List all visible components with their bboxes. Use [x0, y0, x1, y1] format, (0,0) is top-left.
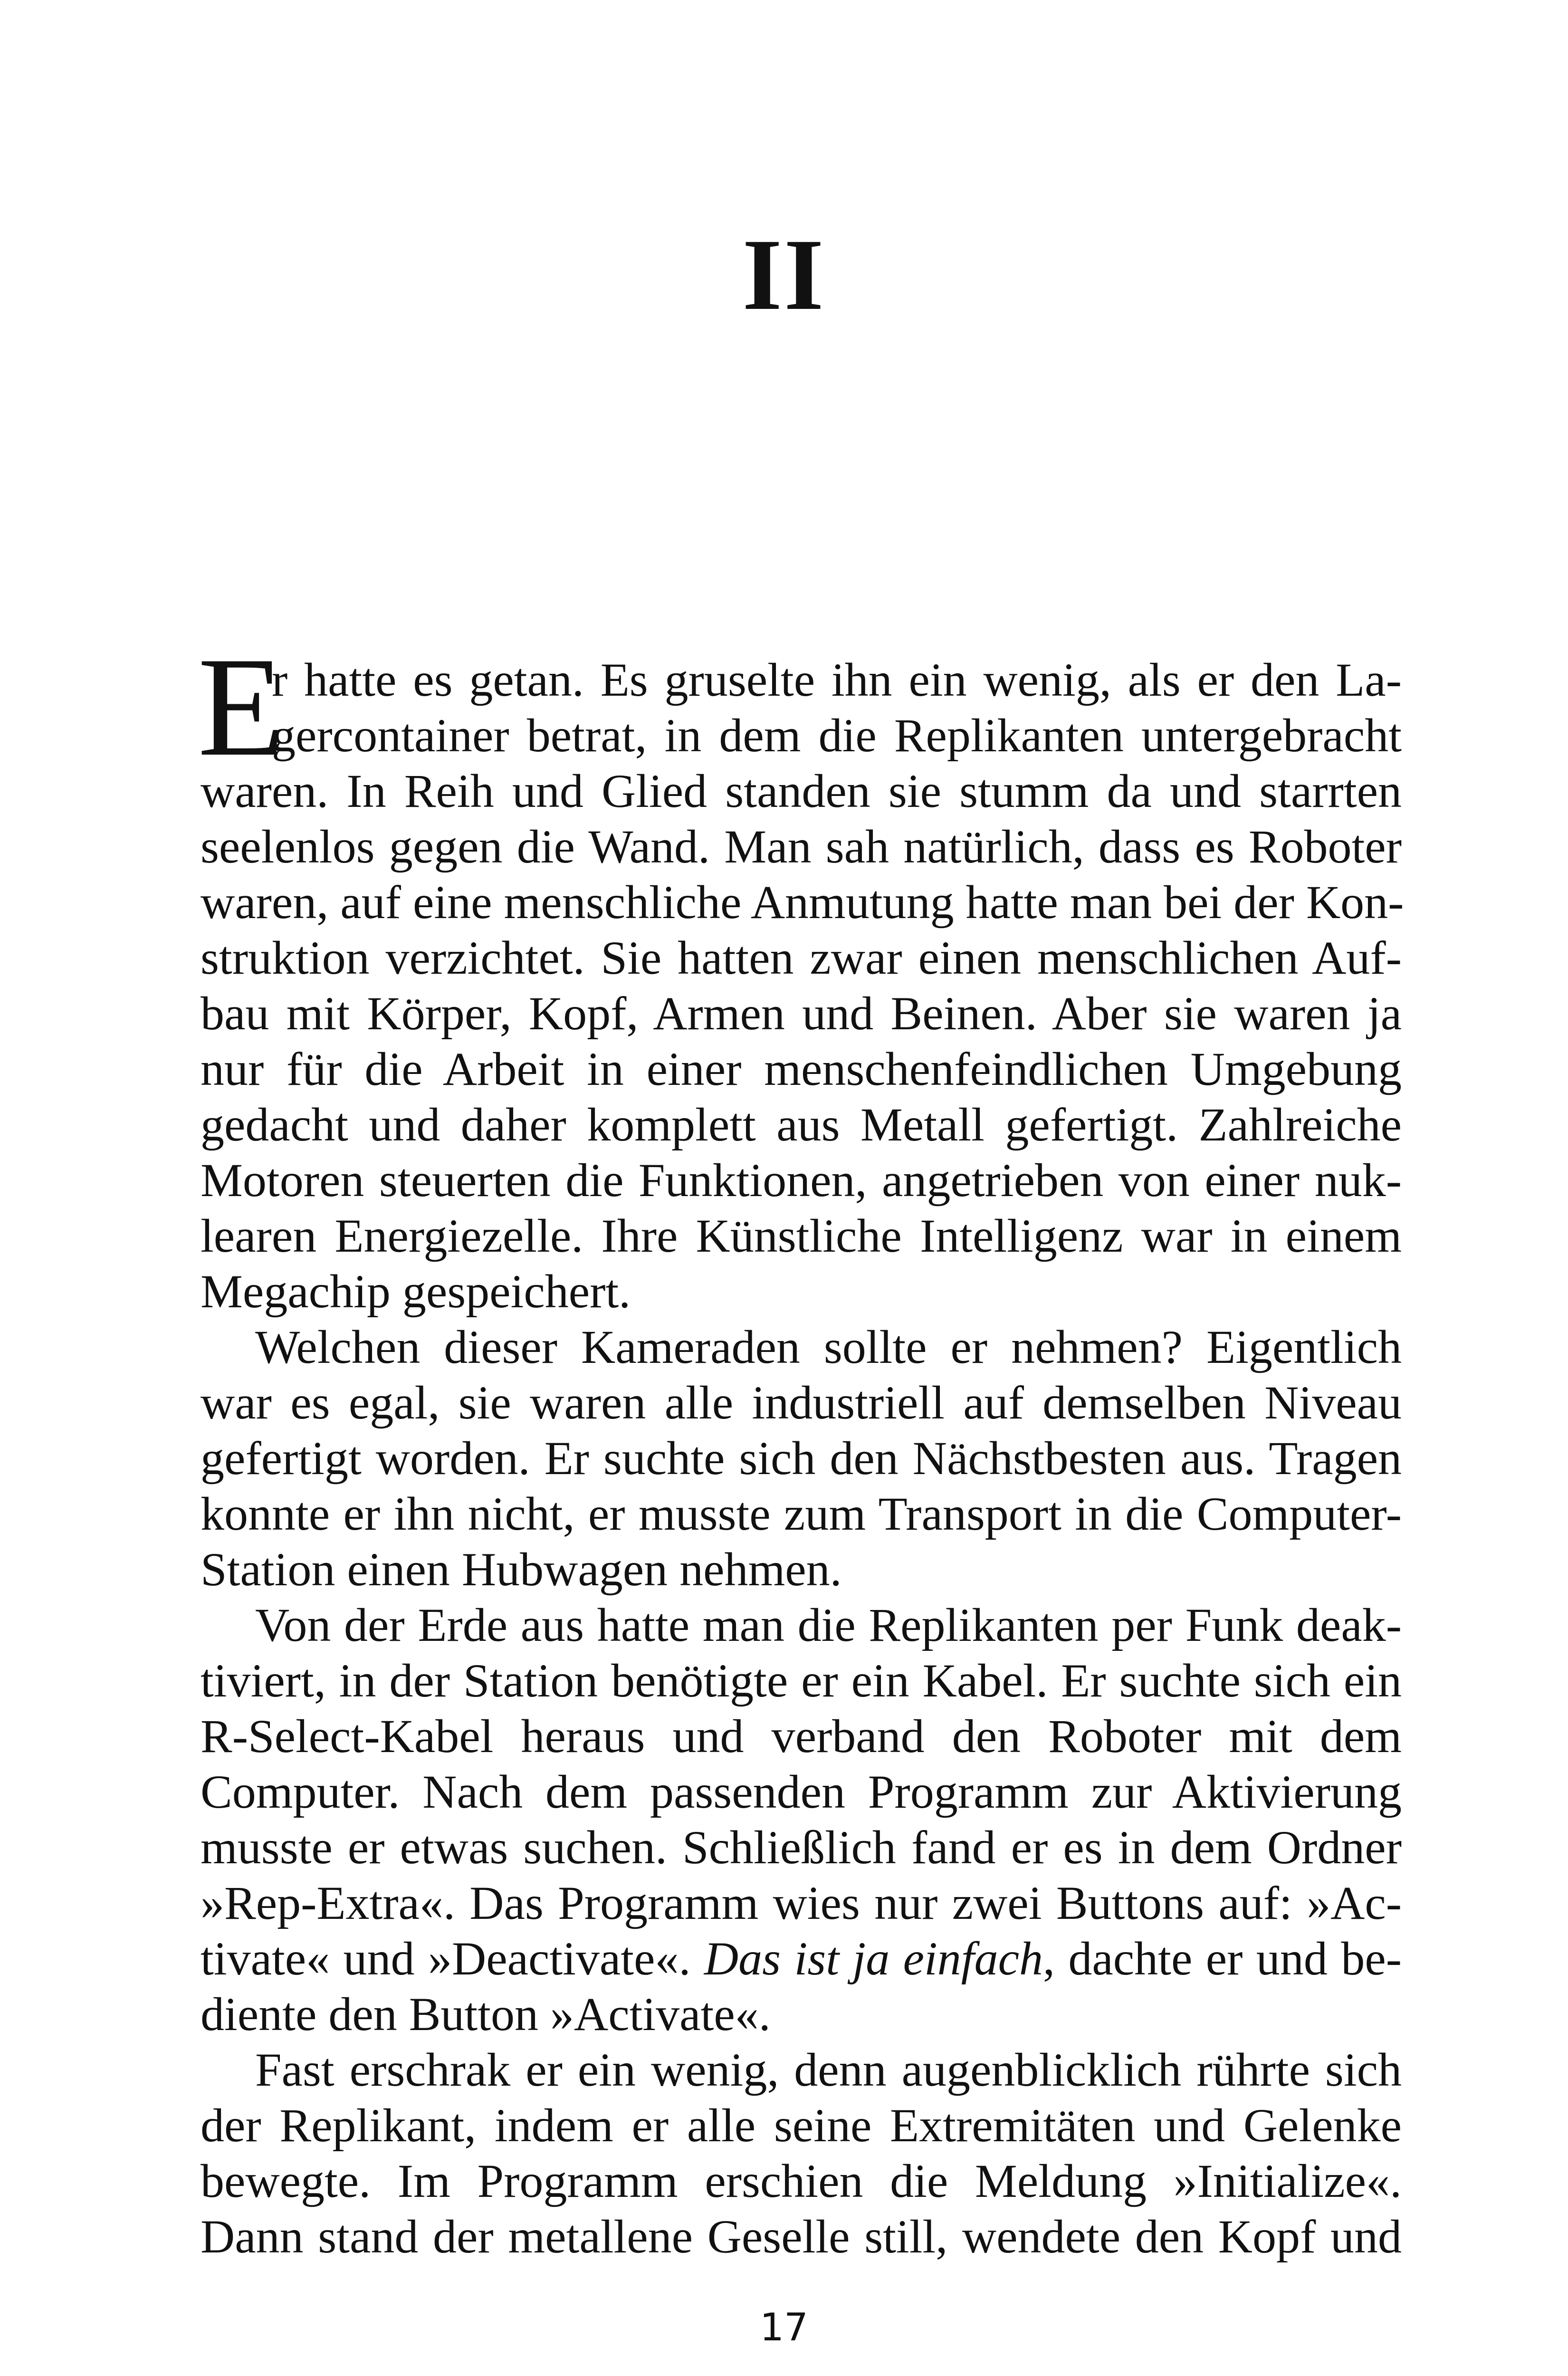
- paragraph-4: [201, 2042, 1402, 2264]
- text-line: Dann stand der metallene Geselle still, wendete den Kopf und: [201, 2210, 1402, 2263]
- text-line-mixed: [201, 1931, 1402, 1986]
- text-line: R-Select-Kabel heraus und verband den Roboter mit dem: [201, 1710, 1402, 1763]
- chapter-number: II: [742, 218, 826, 331]
- text-line: Von der Erde aus hatte man die Replikanten per Funk deak-: [255, 1599, 1402, 1651]
- text-line: tiviert, in der Station benötigte er ein Kabel. Er suchte sich ein: [201, 1654, 1402, 1707]
- text-line: waren, auf eine menschliche Anmutung hatte man bei der Kon-: [201, 876, 1404, 929]
- text-line: r hatte es getan. Es gruselte ihn ein wenig, als er den La-: [272, 653, 1402, 706]
- text-line: gefertigt worden. Er suchte sich den Nächstbesten aus. Tragen: [201, 1432, 1402, 1485]
- text-line: gedacht und daher komplett aus Metall gefertigt. Zahlreiche: [201, 1098, 1402, 1151]
- text-line: bau mit Körper, Kopf, Armen und Beinen. Aber sie waren ja: [201, 987, 1402, 1040]
- text-line: Fast erschrak er ein wenig, denn augenblicklich rührte sich: [255, 2043, 1402, 2096]
- text-line: der Replikant, indem er alle seine Extremitäten und Gelenke: [201, 2099, 1402, 2152]
- body-text: [198, 628, 1404, 2264]
- text-line: gercontainer betrat, in dem die Replikanten untergebracht: [272, 709, 1402, 762]
- text-line: diente den Button »Activate«.: [201, 1988, 771, 2041]
- paragraph-2: [201, 1319, 1402, 1597]
- text-line: nur für die Arbeit in einer menschenfeindlichen Umgebung: [201, 1043, 1402, 1095]
- text-line: »Rep-Extra«. Das Programm wies nur zwei Buttons auf: »Ac-: [201, 1877, 1402, 1929]
- page-number: 17: [760, 2305, 808, 2349]
- text-line: konnte er ihn nicht, er musste zum Transport in die Computer-: [201, 1487, 1402, 1540]
- text-run: tivate« und »Deactivate«.: [201, 1932, 704, 1985]
- text-line: bewegte. Im Programm erschien die Meldung »Initialize«.: [201, 2155, 1402, 2207]
- text-line: musste er etwas suchen. Schließlich fand er es in dem Ordner: [201, 1821, 1402, 1874]
- text-line: struktion verzichtet. Sie hatten zwar einen menschlichen Auf-: [201, 931, 1402, 984]
- text-line: Computer. Nach dem passenden Programm zur Aktivierung: [201, 1765, 1402, 1818]
- paragraph-3: [201, 1597, 1402, 2042]
- paragraph-1: [198, 628, 1404, 1319]
- text-line: Welchen dieser Kameraden sollte er nehmen? Eigentlich: [255, 1321, 1402, 1373]
- text-line: Station einen Hubwagen nehmen.: [201, 1543, 842, 1596]
- text-run: , dachte er und be-: [1042, 1932, 1402, 1985]
- text-line: seelenlos gegen die Wand. Man sah natürlich, dass es Roboter: [201, 820, 1402, 873]
- text-line: war es egal, sie waren alle industriell auf demselben Niveau: [201, 1376, 1402, 1429]
- text-line: waren. In Reih und Glied standen sie stumm da und starrten: [201, 765, 1402, 817]
- italic-thought: Das ist ja einfach: [704, 1932, 1043, 1985]
- drop-cap: E: [198, 628, 285, 786]
- text-line: Motoren steuerten die Funktionen, angetrieben von einer nuk-: [201, 1154, 1402, 1207]
- text-line: learen Energiezelle. Ihre Künstliche Intelligenz war in einem: [201, 1209, 1402, 1262]
- text-line: Megachip gespeichert.: [201, 1265, 631, 1318]
